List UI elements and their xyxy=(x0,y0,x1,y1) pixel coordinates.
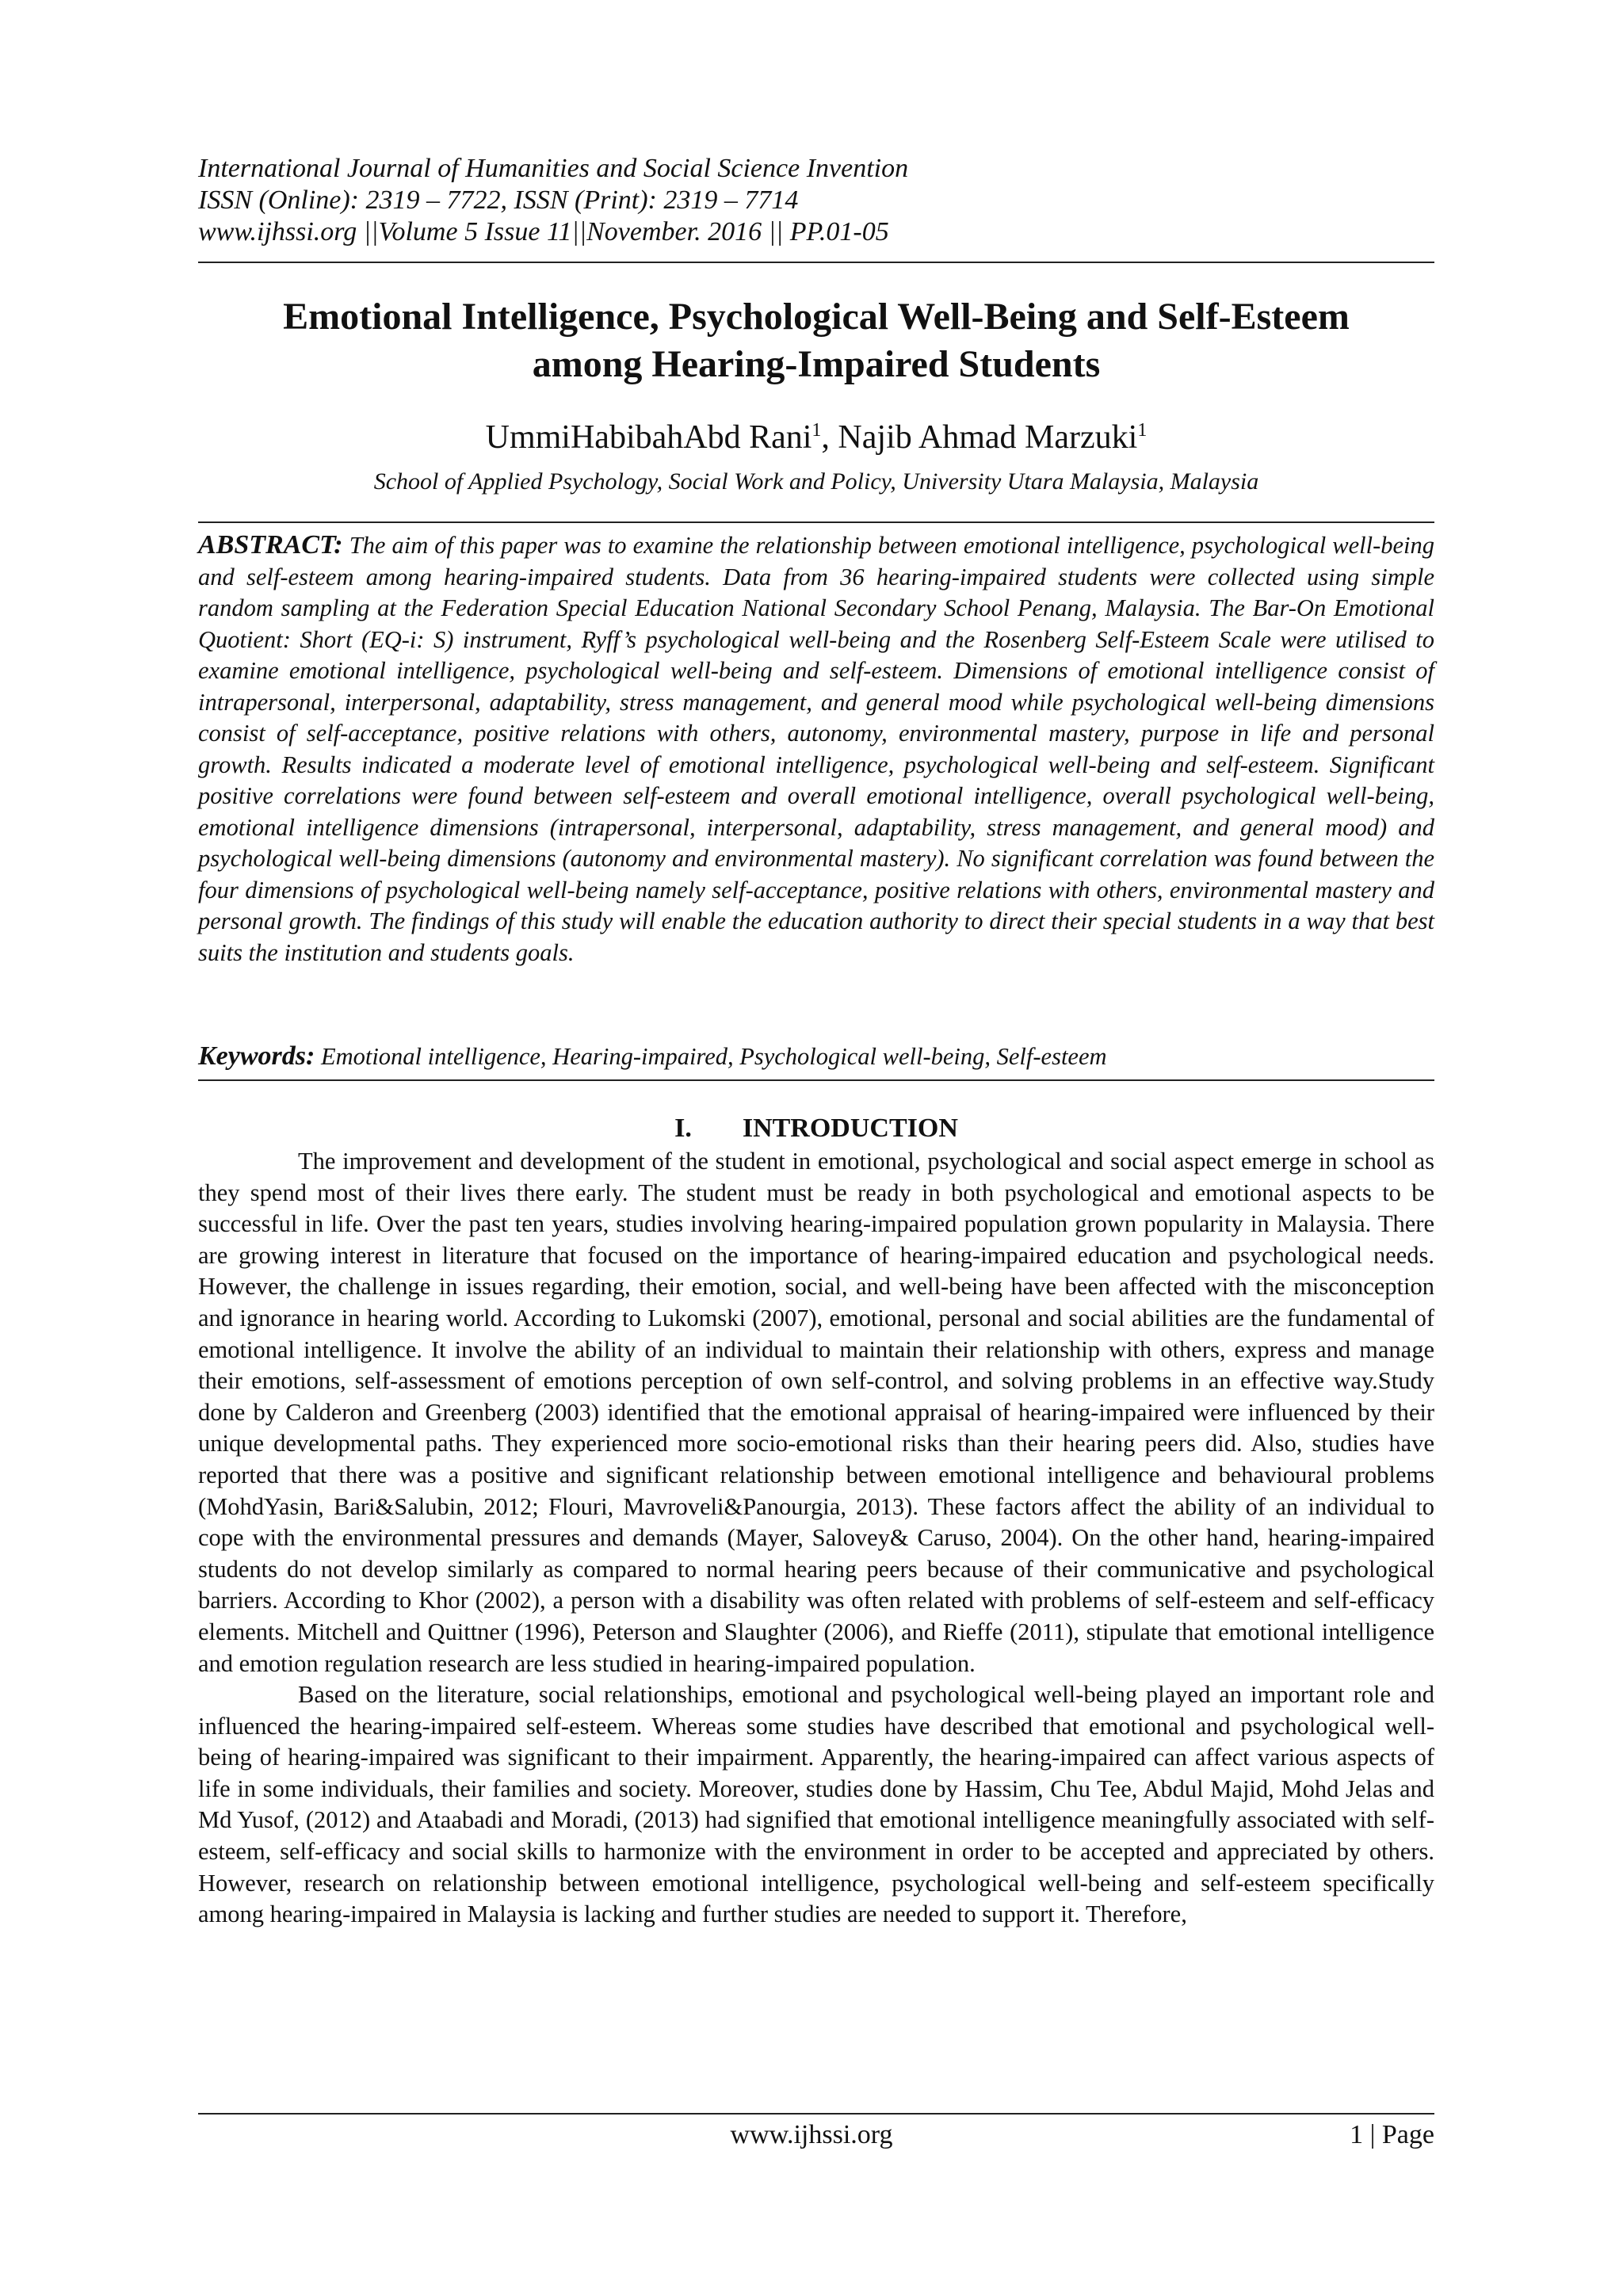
header-divider xyxy=(198,262,1434,263)
author-affiliation: School of Applied Psychology, Social Work and Policy, University Utara Malaysia, Malaysia xyxy=(373,468,1259,495)
author-2-affiliation-mark: 1 xyxy=(1137,420,1148,441)
introduction-body xyxy=(198,1146,1434,1931)
author-2-name: Najib Ahmad Marzuki xyxy=(838,419,1138,456)
footer-divider xyxy=(198,2113,1434,2115)
paper-title-line-1: Emotional Intelligence, Psychological Well-Being and Self-Esteem xyxy=(283,296,1350,338)
paper-title-line-2: among Hearing-Impaired Students xyxy=(532,343,1101,385)
footer-page-number: 1 | Page xyxy=(1350,2120,1434,2149)
section-heading-introduction xyxy=(198,1111,1434,1146)
body-paragraph: The improvement and development of the student in emotional, psychological and social aspect emerge in school as they spend most of their lives there early. The student must be ready in both psychological and emotional aspects to be successful in life. Over the past ten years, studies involving hearing-impaired population grown popularity in Malaysia. There are growing interest in literature that focused on the importance of hearing-impaired education and psychological needs. However, the challenge in issues regarding, their emotion, social, and well-being have been affected with the misconception and ignorance in hearing world. According to Lukomski (2007), emotional, personal and social abilities are the fundamental of emotional intelligence. It involve the ability of an individual to maintain their relationship with others, express and manage their emotions, self-assessment of emotions perception of own self-control, and solving problems in an effective way.Study done by Calderon and Greenberg (2003) identified that the emotional appraisal of hearing-impaired were influenced by their unique developmental paths. They experienced more socio-emotional risks than their hearing peers did. Also, studies have reported that there was a positive and significant relationship between emotional intelligence and behavioural problems (MohdYasin, Bari&Salubin, 2012; Flouri, Mavroveli&Panourgia, 2013). These factors affect the ability of an individual to cope with the environmental pressures and demands (Mayer, Salovey& Caruso, 2004). On the other hand, hearing-impaired students do not develop similarly as compared to normal hearing peers because of their communicative and psychological barriers. According to Khor (2002), a person with a disability was often related with problems of self-esteem and self-efficacy elements. Mitchell and Quittner (1996), Peterson and Slaughter (2006), and Rieffe (2011), stipulate that emotional intelligence and emotion regulation research are less studied in hearing-impaired population. xyxy=(198,1148,1434,1677)
footer-url: www.ijhssi.org xyxy=(730,2120,893,2149)
keywords-label: Keywords: xyxy=(198,1041,315,1071)
abstract-bottom-divider xyxy=(198,1079,1434,1081)
paper-title xyxy=(198,293,1434,388)
keywords xyxy=(198,1041,1434,1072)
author-separator: , xyxy=(821,419,838,456)
section-number: I. xyxy=(674,1114,692,1143)
journal-header xyxy=(198,153,1434,248)
journal-issn: ISSN (Online): 2319 – 7722, ISSN (Print): 2319 – 7714 xyxy=(198,185,799,215)
abstract xyxy=(198,529,1434,968)
abstract-label: ABSTRACT: xyxy=(198,530,343,560)
abstract-text: The aim of this paper was to examine the relationship between emotional intelligence, psychological well-being and self-esteem among hearing-impaired students. Data from 36 hearing-impaired students were collected using simple random sampling at the Federation Special Education National Secondary School Penang, Malaysia. The Bar-On Emotional Quotient: Short (EQ-i: S) instrument, Ryff’s psychological well-being and the Rosenberg Self-Esteem Scale were utilised to examine emotional intelligence, psychological well-being and self-esteem. Dimensions of emotional intelligence consist of intrapersonal, interpersonal, adaptability, stress management, and general mood while psychological well-being dimensions consist of self-acceptance, positive relations with others, autonomy, environmental mastery, purpose in life and personal growth. Results indicated a moderate level of emotional intelligence, psychological well-being and self-esteem. Significant positive correlations were found between self-esteem and overall emotional intelligence, overall psychological well-being, emotional intelligence dimensions (intrapersonal, interpersonal, adaptability, stress management, and general mood) and psychological well-being dimensions (autonomy and environmental mastery). No significant correlation was found between the four dimensions of psychological well-being namely self-acceptance, positive relations with others, environmental mastery and personal growth. The findings of this study will enable the education authority to direct their special students in a way that best suits the institution and students goals. xyxy=(198,532,1434,966)
journal-name: International Journal of Humanities and Social Science Invention xyxy=(198,154,909,183)
body-paragraph: Based on the literature, social relationships, emotional and psychological well-being played an important role and influenced the hearing-impaired self-esteem. Whereas some studies have described that emotional and psychological well-being of hearing-impaired was significant to their impairment. Apparently, the hearing-impaired can affect various aspects of life in some individuals, their families and society. Moreover, studies done by Hassim, Chu Tee, Abdul Majid, Mohd Jelas and Md Yusof, (2012) and Ataabadi and Moradi, (2013) had signified that emotional intelligence meaningfully associated with self-esteem, self-efficacy and social skills to harmonize with the environment in order to be accepted and appreciated by others. However, research on relationship between emotional intelligence, psychological well-being and self-esteem specifically among hearing-impaired in Malaysia is lacking and further studies are needed to support it. Therefore, xyxy=(198,1681,1434,1928)
author-1-name: UmmiHabibahAbd Rani xyxy=(485,419,812,456)
section-title: INTRODUCTION xyxy=(742,1114,958,1143)
journal-volume-line: www.ijhssi.org ||Volume 5 Issue 11||November. 2016 || PP.01-05 xyxy=(198,217,889,246)
author-1-affiliation-mark: 1 xyxy=(812,420,822,441)
abstract-top-divider xyxy=(198,521,1434,523)
author-list xyxy=(198,417,1434,458)
keywords-text: Emotional intelligence, Hearing-impaired, Psychological well-being, Self-esteem xyxy=(320,1043,1107,1070)
